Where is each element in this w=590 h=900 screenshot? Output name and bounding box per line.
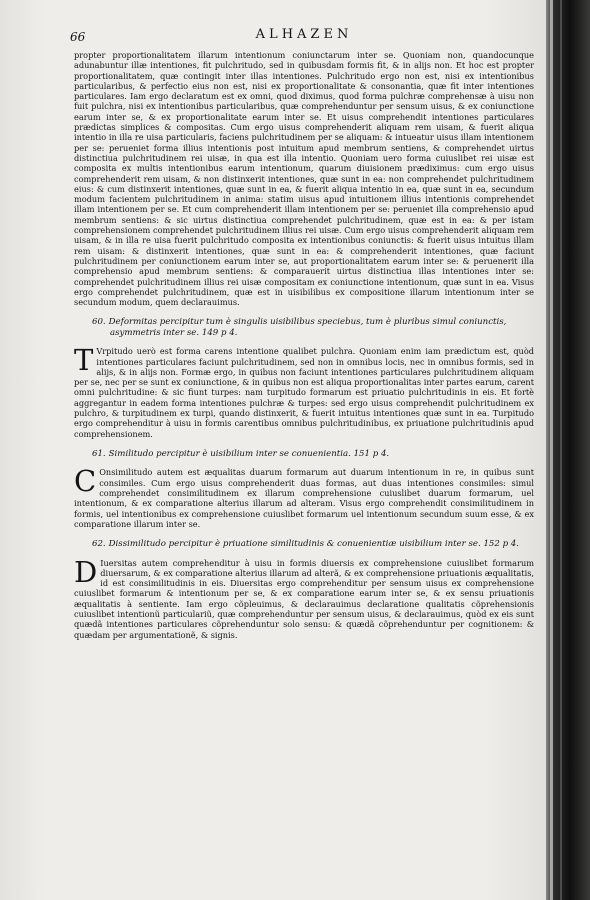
section-title: Similitudo percipitur è uisibilium inter se conuenientia. 151 p 4. (108, 448, 390, 459)
drop-cap: T (74, 343, 94, 378)
paragraph-text: Vrpitudo uerò est forma carens intentione qualibet pulchra. Quoniam enim iam prædictum est, quòd intentiones particulares faciunt pulchritudinem, sed non in omnibus locis, nec in omnibus formis, sed in alijs, & in alijs non. Formæ ergo, in quibus non faciunt intentiones particulares pulchritudinem aliquam per se, nec per se sunt ex coniunctione, & in quibus non est aliqua proportionalitas inter partes earum, carent omni pulchritudine: & sic fiunt turpes: nam turpitudo formarum est priuatio pulchritudinis in eis. Et fortè aggregantur in eadem forma intentiones pulchræ & turpes: sed ergo uisus comprehendit pulchritudinem ex pulchro, & turpitudinem ex turpi, quando distinxerit, & fuerit intuitus intentiones quæ sunt in ea. Turpitudo ergo comprehenditur à uisu in formis carentibus omnibus pulchritudinibus, ex priuatione pulchritudinis apud comprehensionem. (74, 346, 534, 439)
section-number: 61. (92, 448, 106, 459)
page-content (70, 27, 534, 640)
section-title: Deformitas percipitur tum è singulis uisibilibus speciebus, tum è pluribus simul coniunctis, asymmetris inter se. 149 p 4. (108, 317, 507, 338)
section-number: 60. (92, 317, 106, 328)
body-paragraph (74, 50, 534, 307)
section-title: Dissimilitudo percipitur è priuatione similitudinis & conuenientiæ uisibilium inter se. 152 p 4. (108, 539, 520, 550)
paragraph-text: Onsimilitudo autem est æqualitas duarum formarum aut duarum intentionum in re, in quibus sunt consimiles. Cum ergo uisus comprehenderit duas formas, aut duas intentiones consimiles: simul comprehendet consimilitudinem ex illarum comprehensione cuiuslibet duarum formarum, uel intentionum, & ex comparatione alterius illarum ad alteram. Visus ergo comprehendit consimilitudinem in formis, uel intentionibus ex comprehensione cuiuslibet formarum uel intentionum secundum suum esse, & ex comparatione illarum inter se. (74, 467, 534, 529)
drop-cap: C (74, 464, 97, 499)
page-header (70, 27, 534, 50)
running-title: ALHAZEN (255, 27, 353, 42)
paragraph-text: propter proportionalitatem illarum intentionum coniunctarum inter se. Quoniam non, quandocunque adunabuntur illæ intentiones, fit pulchritudo, sed in quibusdam formis fit, & in alijs non. Et hoc est propter proportionalitatem, quæ contingit inter illas intentiones. Pulchritudo ergo non est, nisi ex intentionibus particularibus, & perfectio eius non est, nisi ex proportionalitate & consonantia, quæ fit inter intentiones particulares. Iam ergo declaratum est ex omni, quod diximus, quod forma pulchræ comprehensæ à uisu non fuit pulchra, nisi ex intentionibus particularibus, quæ comprehenduntur per sensum uisus, & ex coniunctione earum inter se, & ex proportionalitate earum inter se. Et uisus comprehendit intentiones particulares prædictas simplices & compositas. Cum ergo uisus comprehenderit aliquam rem uisam, & fuerit aliqua intentio in illa re uisa particularis, faciens pulchritudinem per se aliquam: & intueatur uisus illam intentionem per se: perueniet forma illius intentionis post intuitum apud membrum sentiens, & comprehendet uirtus distinctiua pulchritudinem rei uisæ, in qua est illa intentio. Quoniam uero forma cuiuslibet rei uisæ est composita ex multis intentionibus earum intentionum, quarum diuisionem prædiximus: cum ergo uisus comprehenderit rem uisam, & non distinxerit intentiones, quæ sunt in ea: non comprehendet pulchritudinem eius: & cum distinxerit intentiones, quæ sunt in ea, & fuerit aliqua intentio in ea, quæ sunt in ea, secundum modum facientem pulchritudinem in anima: statim uisus apud intuitionem illius intentionis comprehendet illam intentionem per se. Et cum comprehenderit illam intentionem per se: perueniet illa comprehensio apud membrum sentiens: & sic uirtus distinctiua comprehendet pulchritudinem, quæ est in ea: & per istam comprehensionem comprehendet pulchritudinem illius rei uisæ. Cum ergo uisus comprehenderit aliquam rem uisam, & in illa re uisa fuerit pulchritudo composita ex intentionibus coniunctis: & fuerit uisus intuitus illam rem uisam: & distinxerit intentiones, quæ sunt in ea: & comprehenderit intentiones, quæ faciunt pulchritudinem per coniunctionem earum inter se, aut proportionalitatem earum inter se: & peruenerit illa comprehensio apud membrum sentiens: & comparauerit uirtus distinctiua illas intentiones inter se: comprehendet pulchritudinem illius rei uisæ compositam ex coniunctione intentionum, quæ sunt in ea. Visus ergo comprehendet pulchritudinem, quæ est in uisibilibus ex compositione illarum intentionum inter se secundum modum, quem declarauimus. (74, 50, 534, 308)
text-body (74, 50, 534, 640)
paragraph-text: Iuersitas autem comprehenditur à uisu in formis diuersis ex comprehensione cuiuslibet formarum diuersarum, & ex comparatione alterius illarum ad alterã, & ex comprehensione priuationis æqualitatis, id est consimilitudinis in eis. Diuersitas ergo comprehenditur per sensum uisus ex comprehensione cuiuslibet formarum & intentionum per se, & ex comparatione earum inter se, & ex sensu priuationis æqualitatis à sentiente. Iam ergo cõpleuimus, & declarauimus declaratione qualitatis cõprehensionis cuiuslibet intentionũ particulariũ, quæ comprehenduntur per sensum uisus, & declarauimus, quòd ex eis sunt quædã intentiones particulares cõprehenduntur solo sensu: & quædã cõprehenduntur per cognitionem: & quædam per argumentationẽ, & signis. (74, 557, 534, 640)
page-number: 66 (70, 30, 86, 44)
section-heading (92, 317, 534, 338)
body-paragraph (74, 464, 534, 529)
section-heading (92, 539, 534, 549)
drop-cap: D (74, 554, 98, 589)
section-heading (92, 449, 534, 459)
body-paragraph (74, 554, 534, 640)
body-paragraph (74, 343, 534, 439)
page-gutter-edge (546, 0, 590, 900)
section-number: 62. (92, 539, 106, 550)
